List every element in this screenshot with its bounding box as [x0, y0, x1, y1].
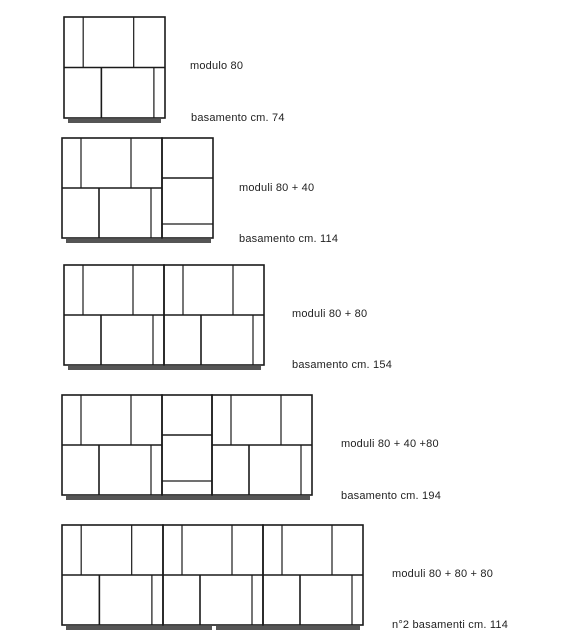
base-label-74: basamento cm. 74 [191, 112, 285, 124]
config-label-moduli-80-40: moduli 80 + 40 [239, 182, 315, 194]
config-label-moduli-80-80: moduli 80 + 80 [292, 308, 368, 320]
base-plinth [68, 366, 261, 370]
base-plinth [66, 626, 212, 630]
cabinet-moduli-80-40-80 [62, 395, 312, 500]
base-label-154: basamento cm. 154 [292, 359, 393, 371]
base-plinth [66, 496, 310, 500]
config-label-modulo-80: modulo 80 [190, 60, 244, 72]
base-plinth [66, 239, 211, 243]
base-label-2x114: n°2 basamenti cm. 114 [392, 619, 509, 631]
base-plinth [216, 626, 360, 630]
config-label-moduli-80-80-80: moduli 80 + 80 + 80 [392, 568, 494, 580]
module-40-frame [162, 138, 213, 238]
cabinet-modulo-80 [64, 17, 165, 123]
base-plinth [68, 119, 161, 123]
base-label-194: basamento cm. 194 [341, 490, 442, 502]
cabinet-moduli-80-40 [62, 138, 213, 243]
cabinet-moduli-80-80 [64, 265, 264, 370]
config-label-moduli-80-40-80: moduli 80 + 40 +80 [341, 438, 439, 450]
module-40-frame [162, 395, 212, 495]
base-label-114: basamento cm. 114 [239, 233, 339, 245]
cabinet-moduli-80-80-80 [62, 525, 363, 630]
